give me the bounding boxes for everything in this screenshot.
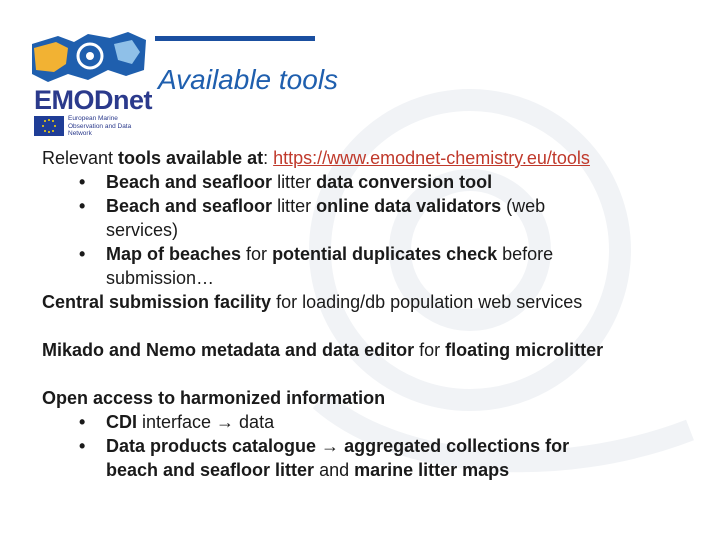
intro-bold: tools available at: [118, 148, 264, 168]
emodnet-logo: [28, 30, 150, 140]
intro-colon: :: [263, 148, 274, 168]
tools-link[interactable]: https://www.emodnet-chemistry.eu/tools: [273, 148, 590, 168]
mikado-text: for: [414, 340, 446, 360]
item-bold: online data validators: [316, 196, 502, 216]
item-text: litter: [272, 172, 317, 192]
arrow-icon: →: [316, 436, 345, 456]
logo-map-graphic: [28, 30, 150, 86]
central-line: [42, 290, 702, 314]
list-item: [42, 242, 702, 266]
item-bold: Beach and seafloor: [106, 172, 273, 192]
arrow-icon: →: [216, 412, 235, 432]
logo-wordmark: EMODnet: [34, 85, 152, 115]
list-item-continuation: [42, 266, 702, 290]
slide-body: [42, 146, 702, 482]
item-text: services): [106, 220, 179, 240]
item-bold: marine litter maps: [354, 460, 510, 480]
list-item: [42, 194, 702, 218]
item-text: before: [497, 244, 554, 264]
item-text: litter: [272, 196, 317, 216]
mikado-bold-2: floating microlitter: [445, 340, 604, 360]
item-text: submission…: [106, 268, 215, 288]
item-bold: Beach and seafloor: [106, 196, 273, 216]
item-text: data: [234, 412, 275, 432]
item-bold: Data products catalogue: [106, 436, 317, 456]
item-bold: potential duplicates check: [272, 244, 498, 264]
item-text: for: [241, 244, 273, 264]
list-item: [42, 434, 702, 458]
item-bold: data conversion tool: [316, 172, 493, 192]
title-accent-bar: [155, 36, 315, 41]
item-text: interface: [137, 412, 217, 432]
mikado-bold: Mikado and Nemo metadata and data editor: [42, 340, 415, 360]
intro-line: [42, 146, 702, 170]
item-text: (web: [501, 196, 546, 216]
eu-flag-icon: [34, 116, 64, 136]
bullet-icon: •: [79, 172, 86, 192]
bullet-icon: •: [79, 196, 86, 216]
logo-subtitle: European Marine Observation and Data Network: [68, 115, 132, 137]
mikado-line: [42, 338, 702, 362]
bullet-icon: •: [79, 244, 86, 264]
item-bold: aggregated collections for: [344, 436, 570, 456]
item-bold: beach and seafloor litter: [106, 460, 315, 480]
list-item-continuation: [42, 458, 702, 482]
bullet-icon: •: [79, 412, 86, 432]
open-access-heading: Open access to harmonized information: [42, 388, 386, 408]
central-bold: Central submission facility: [42, 292, 272, 312]
list-item: [42, 410, 702, 434]
intro-prefix: Relevant: [42, 148, 119, 168]
slide-title: Available tools: [158, 64, 339, 95]
item-text: and: [314, 460, 355, 480]
bullet-icon: •: [79, 436, 86, 456]
list-item: [42, 170, 702, 194]
item-bold: CDI: [106, 412, 137, 432]
list-item-continuation: [42, 218, 702, 242]
item-bold: Map of beaches: [106, 244, 242, 264]
central-text: for loading/db population web services: [271, 292, 583, 312]
